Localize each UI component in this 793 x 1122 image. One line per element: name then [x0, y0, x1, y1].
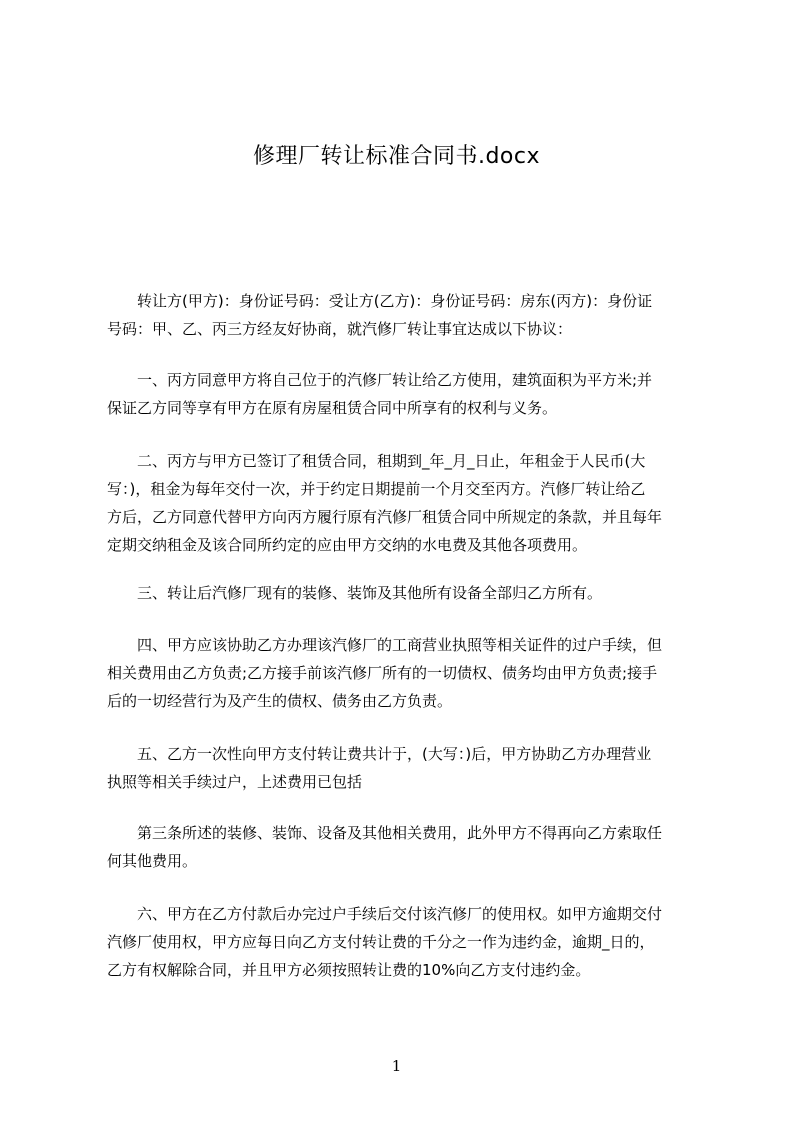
paragraph-line: 四、甲方应该协助乙方办理该汽修厂的工商营业执照等相关证件的过户手续，但 [107, 636, 663, 654]
paragraph-line: 汽修厂使用权，甲方应每日向乙方支付转让费的千分之一作为违约金，逾期_日的， [107, 933, 655, 951]
paragraph-line: 相关费用由乙方负责;乙方接手前该汽修厂所有的一切债权、债务均由甲方负责;接手 [107, 664, 658, 682]
paragraph-line: 第三条所述的装修、装饰、设备及其他相关费用，此外甲方不得再向乙方索取任 [107, 824, 663, 842]
paragraph-line: 二、丙方与甲方已签订了租赁合同，租期到_年_月_日止，年租金于人民币(大 [107, 452, 646, 470]
paragraph-line: 转让方(甲方)：身份证号码：受让方(乙方)：身份证号码：房东(丙方)：身份证 [107, 292, 653, 310]
paragraph-line: 定期交纳租金及该合同所约定的应由甲方交纳的水电费及其他各项费用。 [107, 536, 588, 554]
paragraph-line: 一、丙方同意甲方将自己位于的汽修厂转让给乙方使用，建筑面积为平方米;并 [107, 371, 653, 389]
paragraph-parties [107, 287, 697, 343]
paragraph-clause-4 [107, 631, 697, 715]
paragraph-clause-5 [107, 740, 697, 796]
paragraph-line: 乙方有权解除合同，并且甲方必须按照转让费的10%向乙方支付违约金。 [107, 961, 591, 979]
document-title: 修理厂转让标准合同书.docx [252, 144, 541, 169]
paragraph-line: 五、乙方一次性向甲方支付转让费共计于，(大写：)后，甲方协助乙方办理营业 [107, 745, 652, 763]
page-number: 1 [391, 1057, 402, 1075]
paragraph-line: 保证乙方同等享有甲方在原有房屋租赁合同中所享有的权利与义务。 [107, 399, 558, 417]
paragraph-line: 执照等相关手续过户，上述费用已包括 [107, 773, 363, 791]
paragraph-line: 写：)，租金为每年交付一次，并于约定日期提前一个月交至丙方。汽修厂转让给乙 [107, 480, 646, 498]
paragraph-line: 方后，乙方同意代替甲方向丙方履行原有汽修厂租赁合同中所规定的条款，并且每年 [107, 508, 663, 526]
paragraph-clause-2 [107, 447, 697, 559]
paragraph-clause-3 [107, 579, 697, 607]
paragraph-line: 何其他费用。 [107, 852, 198, 870]
paragraph-clause-5-continued [107, 819, 697, 875]
paragraph-clause-1 [107, 366, 697, 422]
paragraph-line: 后的一切经营行为及产生的债权、债务由乙方负责。 [107, 692, 453, 710]
paragraph-line: 号码：甲、乙、丙三方经友好协商，就汽修厂转让事宜达成以下协议： [107, 320, 573, 338]
paragraph-clause-6 [107, 900, 697, 984]
paragraph-line: 三、转让后汽修厂现有的装修、装饰及其他所有设备全部归乙方所有。 [107, 584, 603, 602]
paragraph-line: 六、甲方在乙方付款后办完过户手续后交付该汽修厂的使用权。如甲方逾期交付 [107, 905, 663, 923]
